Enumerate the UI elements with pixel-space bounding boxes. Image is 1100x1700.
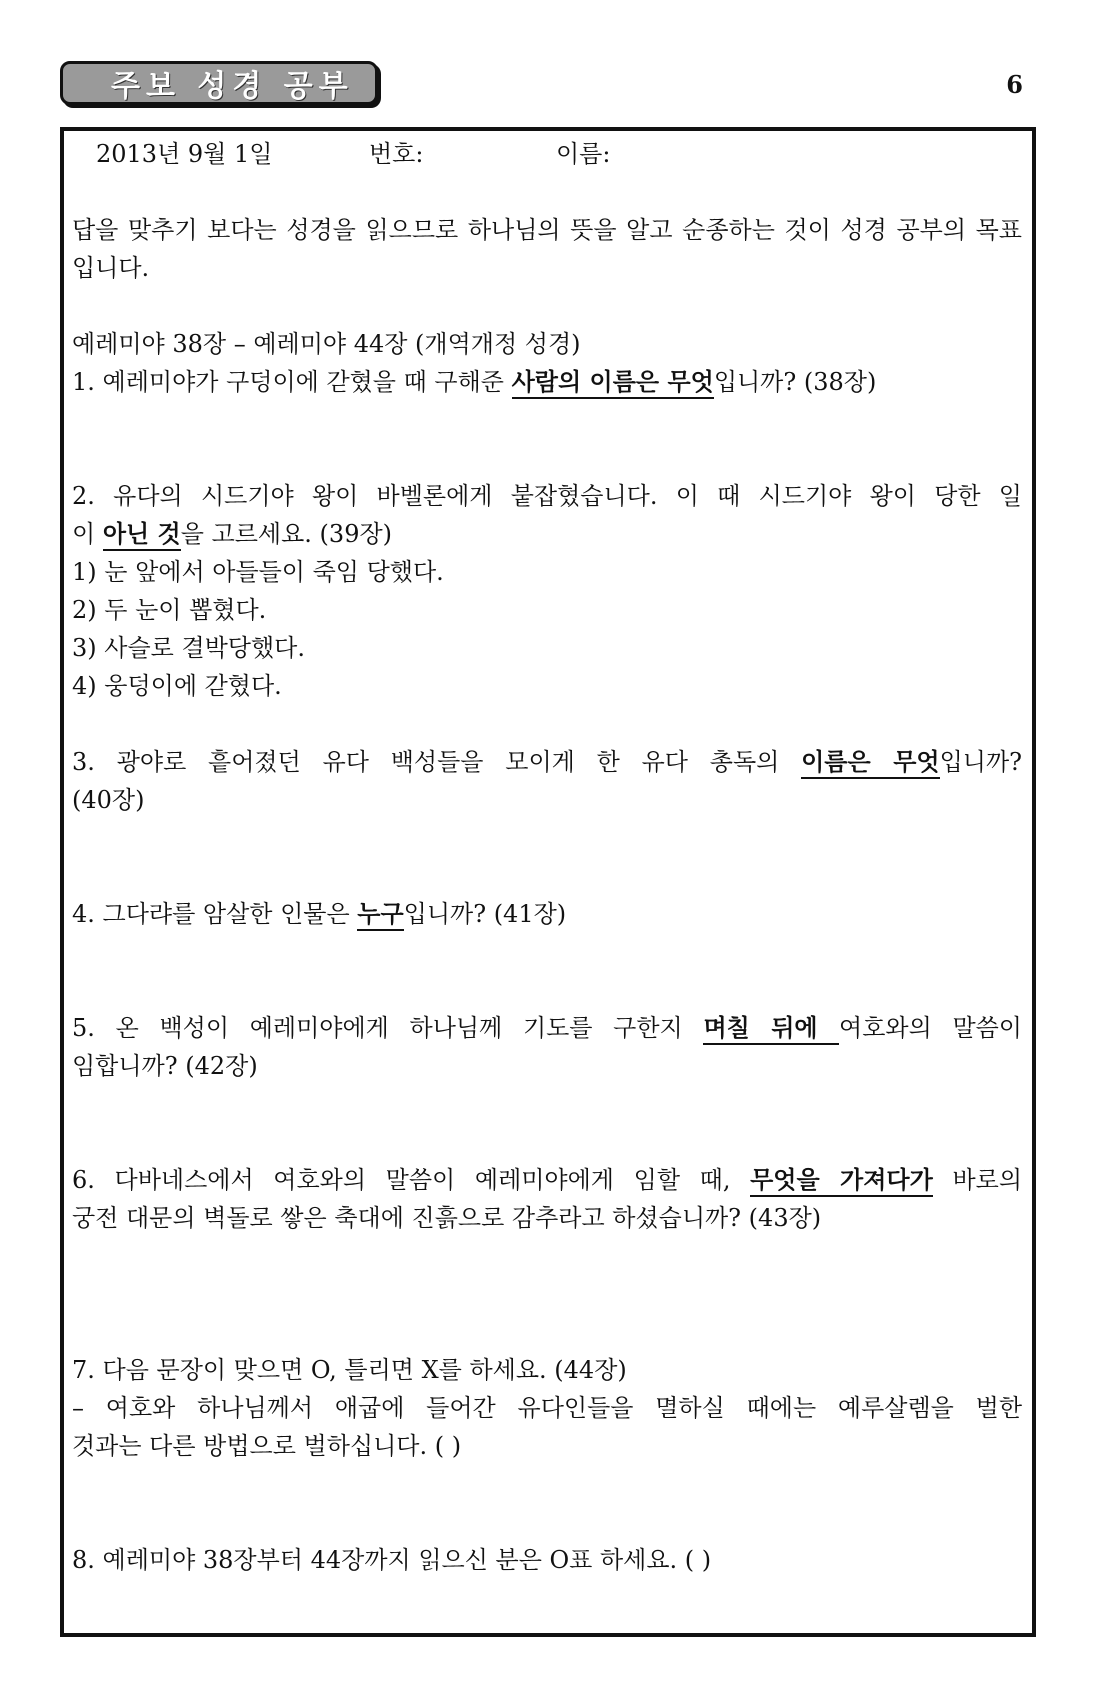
q1-underlined: 사람의 이름은 무엇	[512, 368, 714, 399]
page-number: 6	[1006, 70, 1023, 99]
q2-option-2: 2) 두 눈이 뽑혔다.	[72, 596, 267, 624]
number-label: 번호:	[369, 140, 424, 168]
q2-option-4: 4) 웅덩이에 갇혔다.	[72, 672, 282, 700]
name-label: 이름:	[556, 140, 611, 168]
question-5-line-1: 5. 온 백성이 예레미야에게 하나님께 기도를 구한지 며칠 뒤에 여호와의 말씀이	[72, 1009, 1022, 1047]
q2-option-1: 1) 눈 앞에서 아들들이 죽임 당했다.	[72, 558, 444, 586]
intro-line-1: 답을 맞추기 보다는 성경을 읽으므로 하나님의 뜻을 알고 순종하는 것이 성경 공부의 목표	[72, 216, 1022, 244]
question-6-line-2: 궁전 대문의 벽돌로 쌓은 축대에 진흙으로 감추라고 하셨습니까? (43장)	[72, 1204, 822, 1232]
question-7-line-2: – 여호와 하나님께서 애굽에 들어간 유다인들을 멸하실 때에는 예루살렘을 벌한	[72, 1394, 1022, 1422]
question-7-line-3: 것과는 다른 방법으로 벌하십니다. ( )	[72, 1432, 462, 1460]
question-2-line-1: 2. 유다의 시드기야 왕이 바벨론에게 붙잡혔습니다. 이 때 시드기야 왕이 당한 일	[72, 482, 1022, 510]
question-2-line-2: 이 아닌 것을 고르세요. (39장)	[72, 515, 1022, 553]
question-8: 8. 예레미야 38장부터 44장까지 읽으신 분은 O표 하세요. ( )	[72, 1546, 712, 1574]
question-3-line-2: (40장)	[72, 786, 145, 814]
q5-underlined: 며칠 뒤에	[703, 1014, 839, 1045]
question-6-line-1: 6. 다바네스에서 여호와의 말씀이 예레미야에게 임할 때, 무엇을 가져다가 바로의	[72, 1161, 1022, 1199]
q3-underlined: 이름은 무엇	[801, 748, 939, 779]
scripture-range: 예레미야 38장 – 예레미야 44장 (개역개정 성경)	[72, 330, 581, 358]
question-3-line-1: 3. 광야로 흩어졌던 유다 백성들을 모이게 한 유다 총독의 이름은 무엇입니까?	[72, 743, 1022, 781]
q2-underlined: 아닌 것	[103, 520, 181, 551]
question-5-line-2: 임합니까? (42장)	[72, 1052, 258, 1080]
intro-line-2: 입니다.	[72, 254, 150, 282]
q4-underlined: 누구	[357, 900, 403, 931]
q6-underlined: 무엇을 가져다가	[750, 1166, 933, 1197]
title-tab	[60, 61, 378, 105]
date-text: 2013년 9월 1일	[96, 140, 273, 168]
question-1: 1. 예레미야가 구덩이에 갇혔을 때 구해준 사람의 이름은 무엇입니까? (38장)	[72, 363, 1022, 401]
question-7-line-1: 7. 다음 문장이 맞으면 O, 틀리면 X를 하세요. (44장)	[72, 1356, 627, 1384]
q2-option-3: 3) 사슬로 결박당했다.	[72, 634, 305, 662]
worksheet-content	[72, 135, 1022, 1579]
question-4: 4. 그다랴를 암살한 인물은 누구입니까? (41장)	[72, 895, 1022, 933]
meta-line	[72, 135, 1022, 173]
page-title: 주보 성경 공부	[111, 69, 354, 104]
